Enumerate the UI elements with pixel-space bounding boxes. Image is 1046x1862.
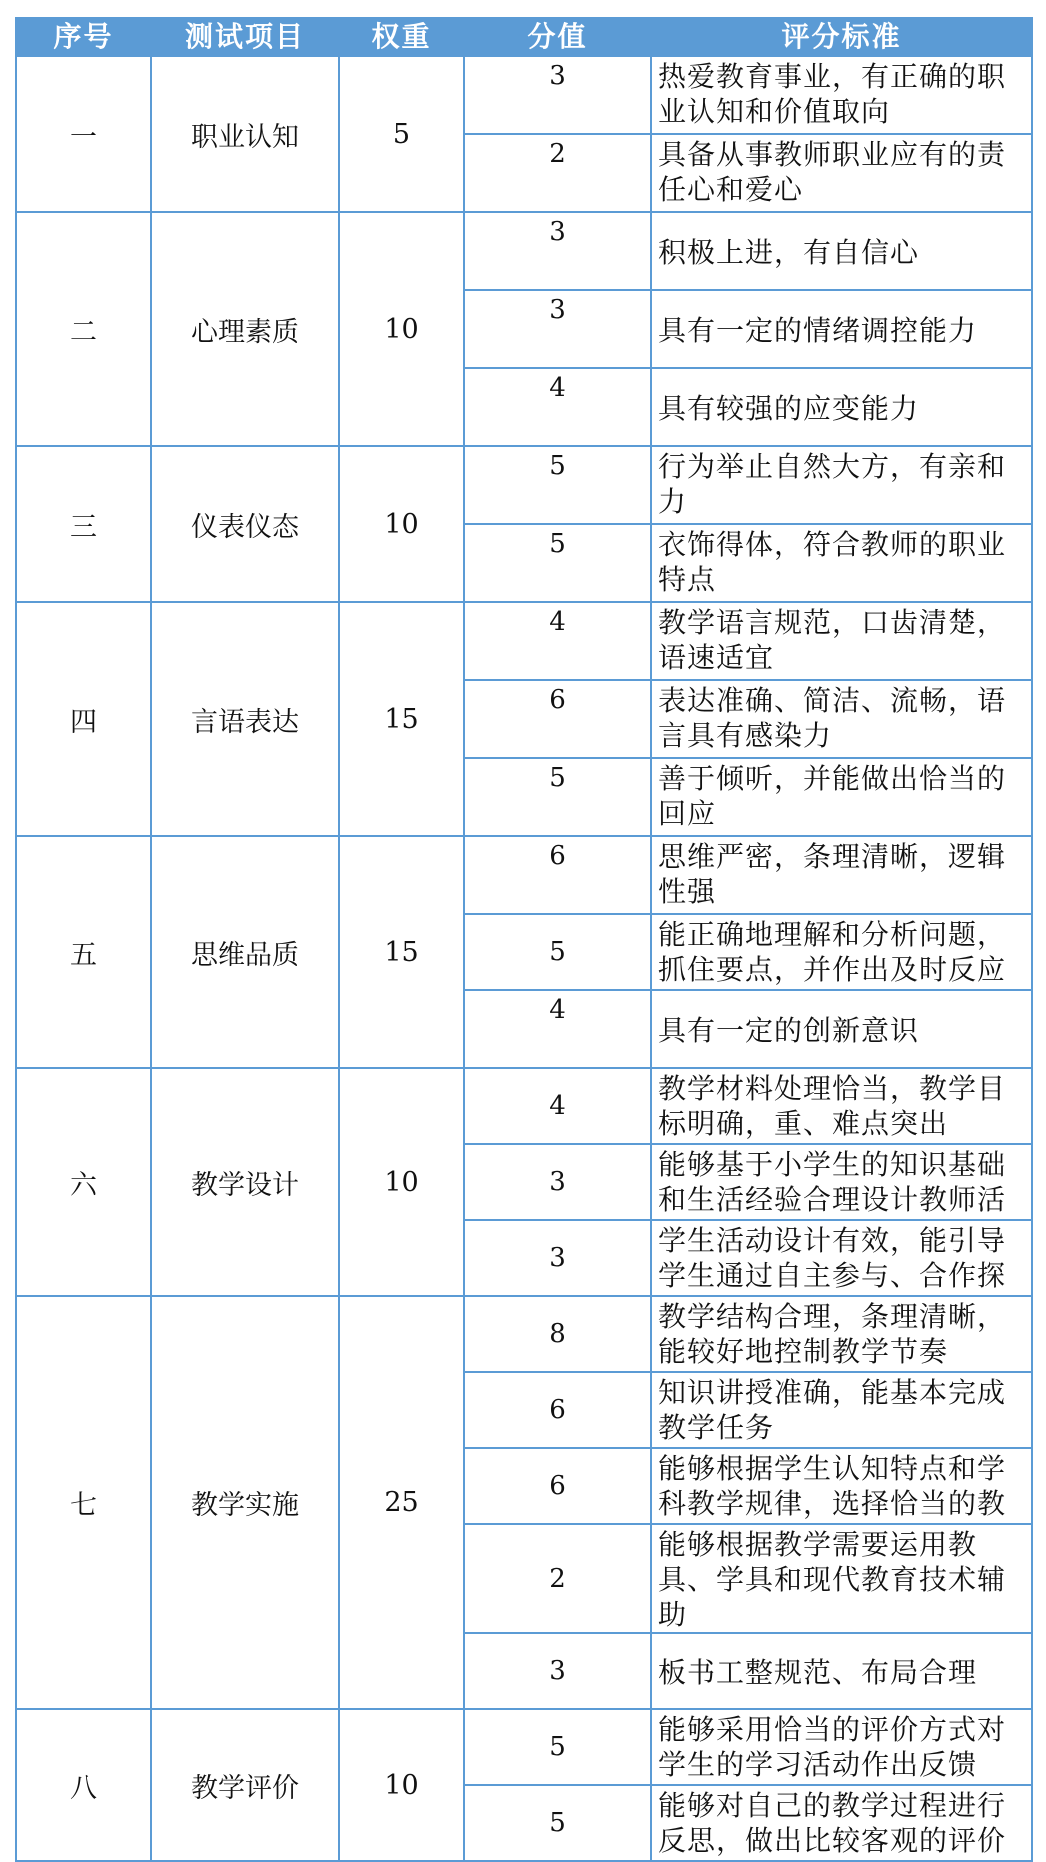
criterion-cell: 能够采用恰当的评价方式对学生的学习活动作出反馈: [651, 1709, 1032, 1785]
criterion-cell: 表达准确、简洁、流畅，语言具有感染力: [651, 680, 1032, 758]
criterion-cell: 教学结构合理，条理清晰，能较好地控制教学节奏: [651, 1296, 1032, 1372]
weight-cell: 10: [339, 1068, 464, 1296]
criterion-cell: 教学材料处理恰当，教学目标明确，重、难点突出: [651, 1068, 1032, 1144]
score-cell: 5: [464, 1785, 651, 1861]
table-row: [16, 1068, 1032, 1144]
criterion-cell: 能够对自己的教学过程进行反思，做出比较客观的评价: [651, 1785, 1032, 1861]
item-cell: 思维品质: [151, 836, 339, 1068]
score-cell: 6: [464, 680, 651, 758]
criterion-cell: 行为举止自然大方，有亲和力: [651, 446, 1032, 524]
score-cell: 3: [464, 56, 651, 134]
score-cell: 5: [464, 914, 651, 990]
criterion-cell: 能够基于小学生的知识基础和生活经验合理设计教师活: [651, 1144, 1032, 1220]
header-test-item: 测试项目: [151, 18, 339, 56]
table-row: [16, 446, 1032, 524]
score-cell: 2: [464, 134, 651, 212]
criterion-cell: 板书工整规范、布局合理: [651, 1633, 1032, 1709]
table-row: [16, 1296, 1032, 1372]
score-cell: 3: [464, 1633, 651, 1709]
score-cell: 5: [464, 446, 651, 524]
score-cell: 3: [464, 1144, 651, 1220]
criterion-cell: 教学语言规范，口齿清楚，语速适宜: [651, 602, 1032, 680]
table-row: [16, 56, 1032, 134]
criterion-cell: 能够根据教学需要运用教具、学具和现代教育技术辅助: [651, 1524, 1032, 1633]
weight-cell: 10: [339, 1709, 464, 1861]
table-row: [16, 602, 1032, 680]
weight-cell: 10: [339, 212, 464, 446]
score-cell: 8: [464, 1296, 651, 1372]
score-cell: 4: [464, 1068, 651, 1144]
criterion-cell: 善于倾听，并能做出恰当的回应: [651, 758, 1032, 836]
criterion-cell: 能正确地理解和分析问题，抓住要点，并作出及时反应: [651, 914, 1032, 990]
weight-cell: 5: [339, 56, 464, 212]
score-cell: 3: [464, 212, 651, 290]
header-score: 分值: [464, 18, 651, 56]
criterion-cell: 积极上进，有自信心: [651, 212, 1032, 290]
scoring-table: [15, 17, 1033, 1862]
score-cell: 6: [464, 836, 651, 914]
serial-cell: 四: [16, 602, 151, 836]
score-cell: 6: [464, 1448, 651, 1524]
item-cell: 仪表仪态: [151, 446, 339, 602]
table-row: [16, 836, 1032, 914]
criterion-cell: 思维严密，条理清晰，逻辑性强: [651, 836, 1032, 914]
header-criteria: 评分标准: [651, 18, 1032, 56]
criterion-cell: 知识讲授准确，能基本完成教学任务: [651, 1372, 1032, 1448]
score-cell: 4: [464, 602, 651, 680]
item-cell: 教学实施: [151, 1296, 339, 1709]
criterion-cell: 具备从事教师职业应有的责任心和爱心: [651, 134, 1032, 212]
serial-cell: 七: [16, 1296, 151, 1709]
item-cell: 职业认知: [151, 56, 339, 212]
item-cell: 教学评价: [151, 1709, 339, 1861]
table-row: [16, 212, 1032, 290]
table-row: [16, 1709, 1032, 1785]
score-cell: 3: [464, 290, 651, 368]
item-cell: 言语表达: [151, 602, 339, 836]
criterion-cell: 具有一定的情绪调控能力: [651, 290, 1032, 368]
serial-cell: 八: [16, 1709, 151, 1861]
score-cell: 3: [464, 1220, 651, 1296]
item-cell: 教学设计: [151, 1068, 339, 1296]
score-cell: 4: [464, 990, 651, 1068]
criterion-cell: 能够根据学生认知特点和学科教学规律，选择恰当的教: [651, 1448, 1032, 1524]
serial-cell: 六: [16, 1068, 151, 1296]
criterion-cell: 热爱教育事业，有正确的职业认知和价值取向: [651, 56, 1032, 134]
weight-cell: 25: [339, 1296, 464, 1709]
score-cell: 5: [464, 1709, 651, 1785]
criterion-cell: 学生活动设计有效，能引导学生通过自主参与、合作探: [651, 1220, 1032, 1296]
score-cell: 4: [464, 368, 651, 446]
serial-cell: 一: [16, 56, 151, 212]
score-cell: 5: [464, 524, 651, 602]
score-cell: 5: [464, 758, 651, 836]
serial-cell: 三: [16, 446, 151, 602]
item-cell: 心理素质: [151, 212, 339, 446]
weight-cell: 10: [339, 446, 464, 602]
header-row: [16, 18, 1032, 56]
scoring-table-container: [15, 17, 1033, 1862]
serial-cell: 五: [16, 836, 151, 1068]
criterion-cell: 具有较强的应变能力: [651, 368, 1032, 446]
weight-cell: 15: [339, 602, 464, 836]
criterion-cell: 衣饰得体，符合教师的职业特点: [651, 524, 1032, 602]
criterion-cell: 具有一定的创新意识: [651, 990, 1032, 1068]
serial-cell: 二: [16, 212, 151, 446]
weight-cell: 15: [339, 836, 464, 1068]
header-serial: 序号: [16, 18, 151, 56]
score-cell: 2: [464, 1524, 651, 1633]
score-cell: 6: [464, 1372, 651, 1448]
header-weight: 权重: [339, 18, 464, 56]
